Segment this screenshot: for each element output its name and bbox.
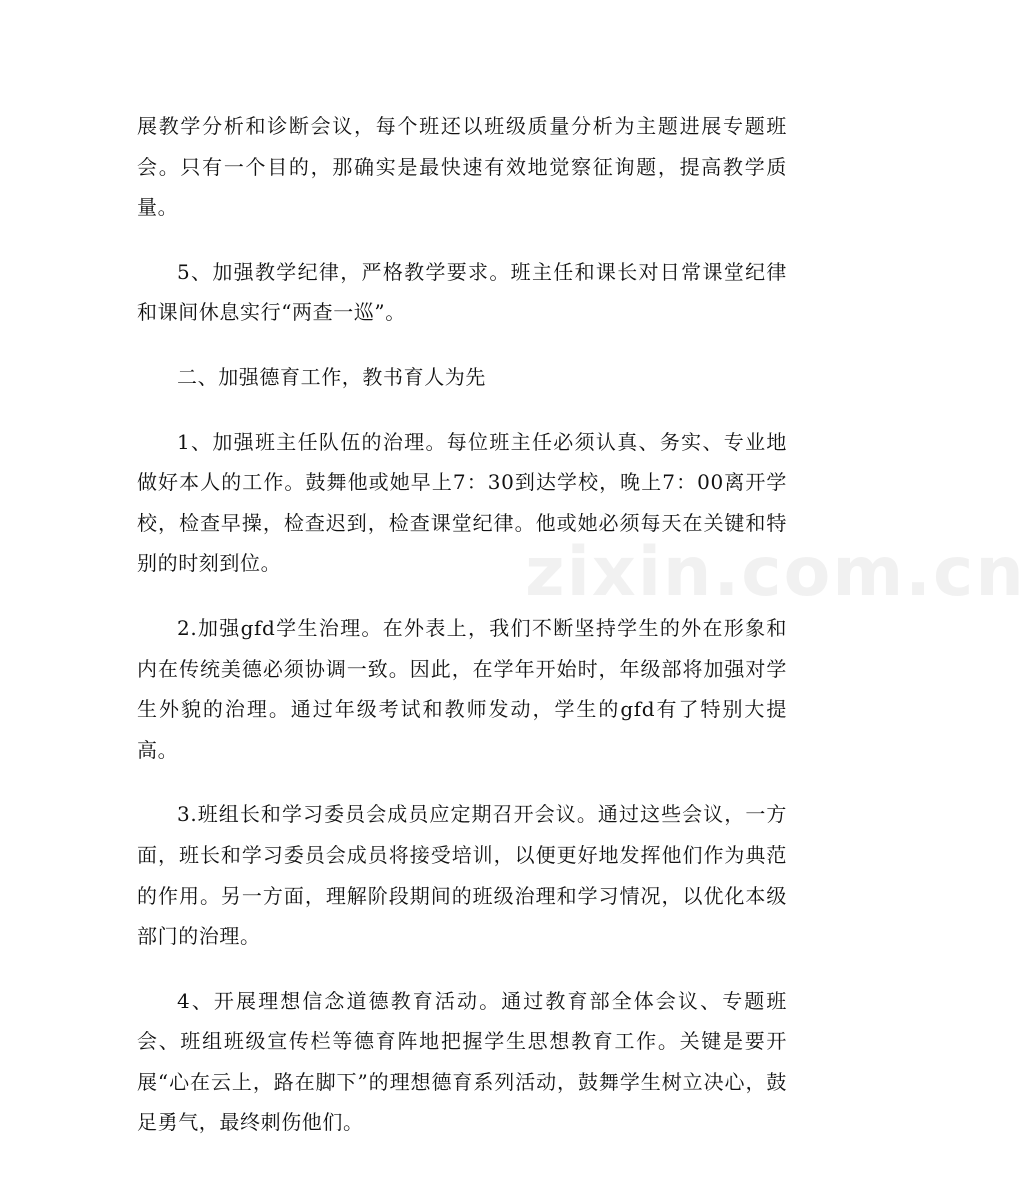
section-heading: 二、加强德育工作，教书育人为先 — [177, 364, 486, 389]
paragraph-item-3: 3.班组长和学习委员会成员应定期召开会议。通过这些会议，一方面，班长和学习委员会成员将接受培训，以便更好地发挥他们作为典范的作用。另一方面，理解阶段期间的班级治理和学习情况，以优化本级部门的治理。 — [137, 802, 787, 949]
paragraph-item-2: 2.加强gfd学生治理。在外表上，我们不断坚持学生的外在形象和内在传统美德必须协调一致。因此，在学年开始时，年级部将加强对学生外貌的治理。通过年级考试和教师发动，学生的gfd有了特别大提高。 — [137, 615, 787, 762]
watermark: zixin.com.cn — [525, 533, 1026, 612]
paragraph-item-5: 5、加强教学纪律，严格教学要求。班主任和课长对日常课堂纪律和课间休息实行“两查一巡”。 — [137, 259, 787, 325]
document-body — [137, 106, 787, 1143]
paragraph-continuation: 展教学分析和诊断会议，每个班还以班级质量分析为主题进展专题班会。只有一个目的，那确实是最快速有效地觉察征询题，提高教学质量。 — [137, 114, 787, 220]
paragraph-item-4: 4、开展理想信念道德教育活动。通过教育部全体会议、专题班会、班组班级宣传栏等德育阵地把握学生思想教育工作。关键是要开展“心在云上，路在脚下”的理想德育系列活动，鼓舞学生树立决心，鼓足勇气，最终刺伤他们。 — [137, 988, 787, 1135]
paragraph-item-1: 1、加强班主任队伍的治理。每位班主任必须认真、务实、专业地做好本人的工作。鼓舞他或她早上7：30到达学校，晚上7：00离开学校，检查早操，检查迟到，检查课堂纪律。他或她必须每天在关键和特别的时刻到位。 — [137, 429, 787, 576]
